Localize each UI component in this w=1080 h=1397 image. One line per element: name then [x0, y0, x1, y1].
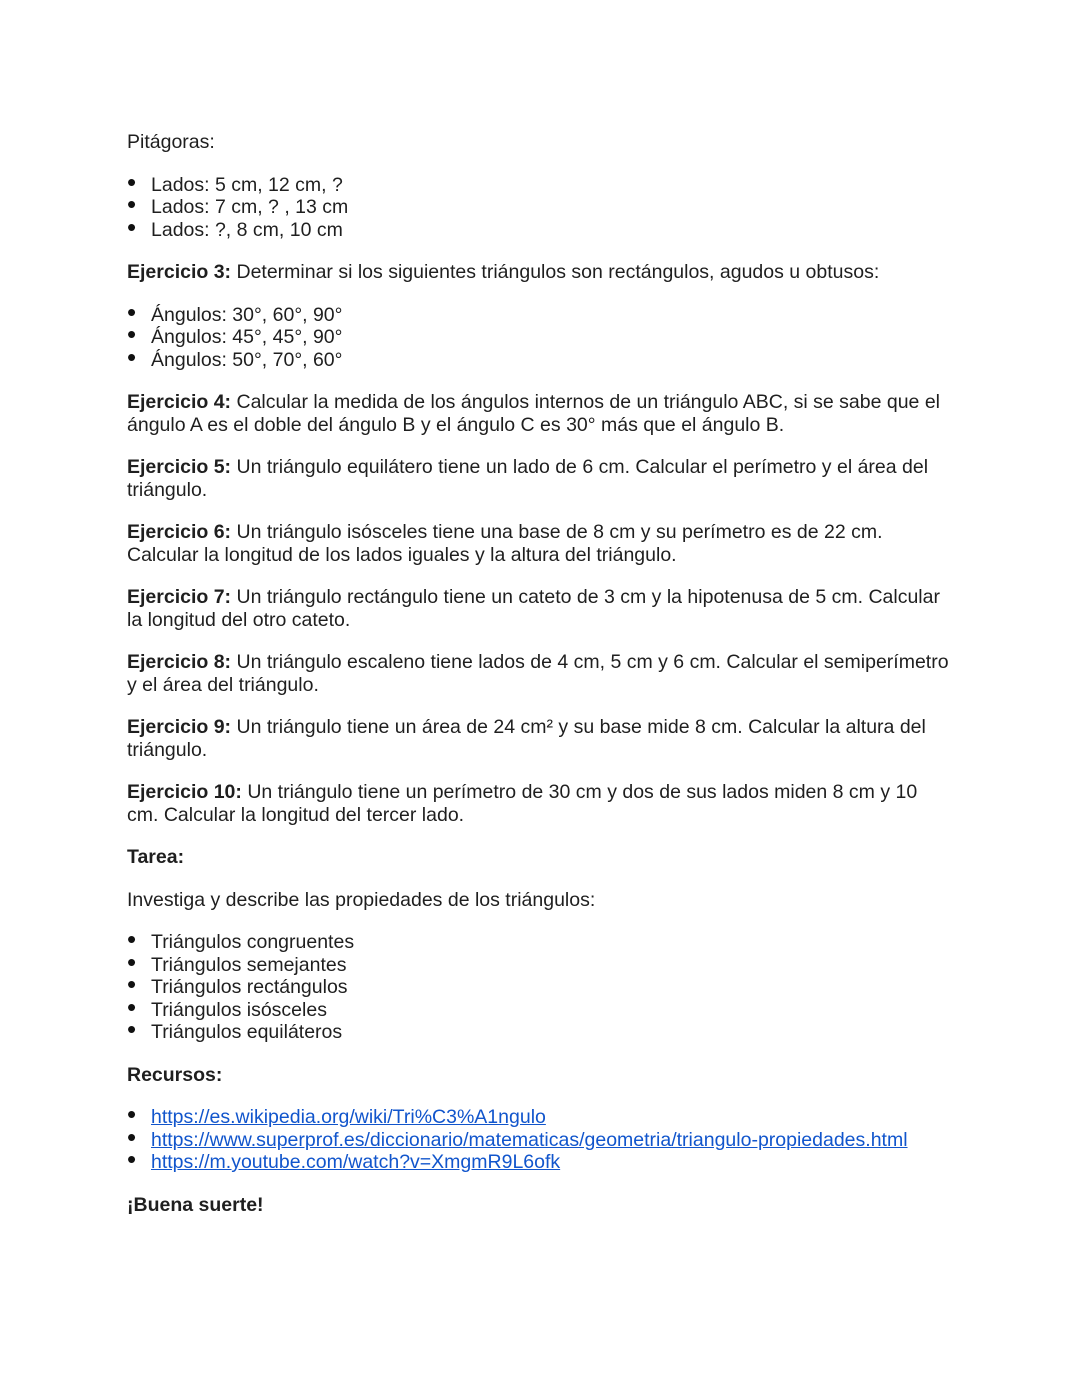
exercise-label: Ejercicio 7:: [127, 586, 232, 608]
list-item: • Triángulos rectángulos: [127, 976, 953, 999]
exercise-text: Un triángulo rectángulo tiene un cateto de 3 cm y la hipotenusa de 5 cm. Calcular la longitud del otro cateto.: [127, 586, 940, 631]
list-item: • Ángulos: 50°, 70°, 60°: [127, 349, 953, 372]
list-item: • Triángulos semejantes: [127, 954, 953, 977]
exercise-text: Determinar si los siguientes triángulos son rectángulos, agudos u obtusos:: [236, 261, 880, 283]
exercise-label: Ejercicio 5:: [127, 456, 232, 478]
exercise-7-paragraph: [127, 586, 953, 631]
list-item: • Triángulos isósceles: [127, 999, 953, 1022]
exercise-4-paragraph: [127, 391, 953, 436]
closing-text: ¡Buena suerte!: [127, 1193, 264, 1216]
list-item: • Ángulos: 45°, 45°, 90°: [127, 326, 953, 349]
exercise-label: Ejercicio 9:: [127, 716, 232, 738]
list-item: • Lados: ?, 8 cm, 10 cm: [127, 219, 953, 242]
list-item: • Triángulos congruentes: [127, 931, 953, 954]
resources-heading: Recursos:: [127, 1063, 223, 1086]
exercise-label: Ejercicio 4:: [127, 391, 232, 413]
document-content: [127, 131, 953, 1236]
resource-link-superprof[interactable]: https://www.superprof.es/diccionario/matematicas/geometria/triangulo-propiedades.html: [151, 1128, 908, 1151]
exercise-text: Un triángulo equilátero tiene un lado de 6 cm. Calcular el perímetro y el área del triángulo.: [127, 456, 929, 501]
angles-list: [127, 304, 953, 372]
exercise-6-paragraph: [127, 521, 953, 566]
task-list: [127, 931, 953, 1044]
exercise-text: Un triángulo tiene un área de 24 cm² y su base mide 8 cm. Calcular la altura del triángulo.: [127, 716, 926, 761]
exercise-label: Ejercicio 3:: [127, 261, 232, 283]
list-item: • Lados: 5 cm, 12 cm, ?: [127, 174, 953, 197]
pythagoras-list: [127, 174, 953, 242]
exercise-3-paragraph: [127, 261, 953, 284]
exercise-label: Ejercicio 6:: [127, 521, 232, 543]
pythagoras-heading: Pitágoras:: [127, 131, 215, 153]
resources-list: [127, 1106, 953, 1174]
list-item: [127, 1106, 953, 1129]
exercise-text: Un triángulo isósceles tiene una base de 8 cm y su perímetro es de 22 cm. Calcular la longitud de los lados iguales y la altura del triángulo.: [127, 521, 883, 566]
resource-link-wikipedia[interactable]: https://es.wikipedia.org/wiki/Tri%C3%A1ngulo: [151, 1106, 546, 1128]
task-intro: Investiga y describe las propiedades de los triángulos:: [127, 888, 596, 911]
exercise-8-paragraph: [127, 651, 953, 696]
list-item: • Lados: 7 cm, ? , 13 cm: [127, 196, 953, 219]
resource-link-youtube[interactable]: https://m.youtube.com/watch?v=XmgmR9L6ofk: [151, 1151, 561, 1173]
task-heading: Tarea:: [127, 846, 185, 868]
list-item: [127, 1129, 953, 1152]
exercise-label: Ejercicio 8:: [127, 651, 232, 673]
list-item: • Triángulos equiláteros: [127, 1021, 953, 1044]
exercise-10-paragraph: [127, 781, 953, 826]
exercise-text: Un triángulo escaleno tiene lados de 4 cm, 5 cm y 6 cm. Calcular el semiperímetro y el área del triángulo.: [127, 651, 949, 696]
list-item: • Ángulos: 30°, 60°, 90°: [127, 304, 953, 327]
list-item: [127, 1151, 953, 1174]
exercise-text: Calcular la medida de los ángulos internos de un triángulo ABC, si se sabe que el ángulo A es el doble del ángulo B y el ángulo C es 30° más que el ángulo B.: [127, 391, 940, 436]
exercise-label: Ejercicio 10:: [127, 781, 242, 803]
exercise-5-paragraph: [127, 456, 953, 501]
exercise-text: Un triángulo tiene un perímetro de 30 cm y dos de sus lados miden 8 cm y 10 cm. Calcular la longitud del tercer lado.: [127, 781, 918, 826]
exercise-9-paragraph: [127, 716, 953, 761]
